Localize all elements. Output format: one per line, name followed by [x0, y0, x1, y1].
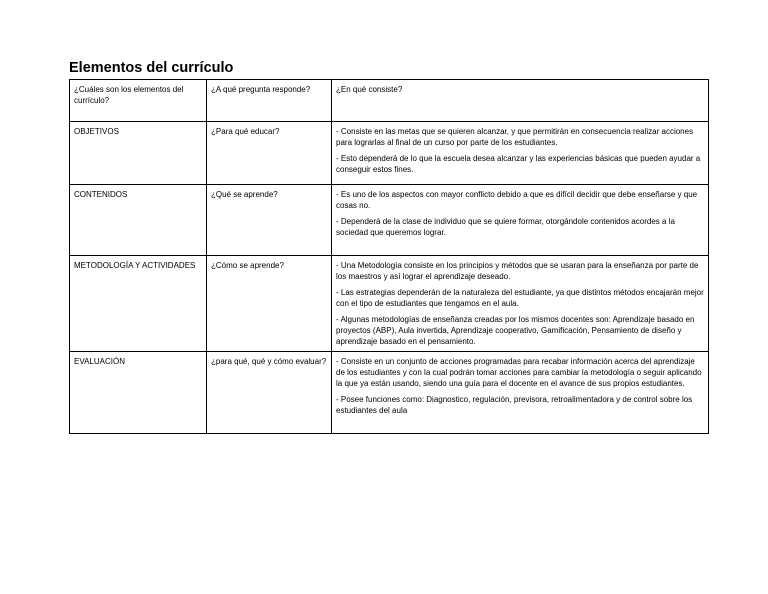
- element-cell: CONTENIDOS: [70, 185, 207, 256]
- description-paragraph: - Posee funciones como: Diagnostico, regulación, previsora, retroalimentadora y de control sobre los estudiantes del aula: [336, 395, 693, 415]
- element-cell: EVALUACIÓN: [70, 352, 207, 434]
- question-cell: ¿Qué se aprende?: [207, 185, 332, 256]
- table-row: [70, 122, 709, 185]
- description-paragraph: - Esto dependerá de lo que la escuela desea alcanzar y las experiencias básicas que pueden ayudar a conseguir estos fines.: [336, 154, 701, 174]
- element-cell: OBJETIVOS: [70, 122, 207, 185]
- description-paragraph: - Es uno de los aspectos con mayor conflicto debido a que es difícil decidir que debe enseñarse y que cosas no.: [336, 190, 698, 210]
- question-cell: ¿Cómo se aprende?: [207, 256, 332, 352]
- header-cell-description: ¿En qué consiste?: [332, 80, 709, 122]
- description-cell: [332, 352, 709, 434]
- page-title: Elementos del currículo: [69, 60, 234, 76]
- header-cell-elements: ¿Cuáles son los elementos del currículo?: [70, 80, 207, 122]
- description-paragraph: - Consiste en las metas que se quieren alcanzar, y que permitirán en consecuencia realizar acciones para lograrlas al final de un curso por parte de los estudiantes.: [336, 127, 694, 147]
- description-paragraph: - Consiste en un conjunto de acciones programadas para recabar información acerca del aprendizaje de los estudiantes y con la cual podrán tomar acciones para cambiar la metodología o seguir aplicando la que ya están usando, siendo una guía para el docente en el avance de sus propios estudiantes.: [336, 357, 702, 388]
- description-paragraph: - Una Metodología consiste en los principios y métodos que se usaran para la enseñanza por parte de los maestros y así lograr el aprendizaje deseado.: [336, 261, 699, 281]
- table-header-row: [70, 80, 709, 122]
- description-cell: [332, 122, 709, 185]
- description-cell: [332, 256, 709, 352]
- description-paragraph: - Dependerá de la clase de individuo que se quiere formar, otorgándole contenidos acordes a la sociedad que queremos lograr.: [336, 217, 675, 237]
- description-cell: [332, 185, 709, 256]
- question-cell: ¿Para qué educar?: [207, 122, 332, 185]
- element-cell: METODOLOGÍA Y ACTIVIDADES: [70, 256, 207, 352]
- question-cell: ¿para qué, qué y cómo evaluar?: [207, 352, 332, 434]
- table-row: [70, 256, 709, 352]
- curriculum-table: [69, 79, 709, 434]
- table-row: [70, 185, 709, 256]
- description-paragraph: - Las estrategias dependerán de la naturaleza del estudiante, ya que distintos métodos encajarán mejor con el tipo de estudiantes que tengamos en el aula.: [336, 288, 704, 308]
- description-paragraph: - Algunas metodologías de enseñanza creadas por los mismos docentes son: Aprendizaje basado en proyectos (ABP), Aula invertida, Aprendizaje cooperativo, Gamificación, Pensamiento de diseño y aprendizaje basado en el pensamiento.: [336, 315, 695, 346]
- table-row: [70, 352, 709, 434]
- header-cell-question: ¿A qué pregunta responde?: [207, 80, 332, 122]
